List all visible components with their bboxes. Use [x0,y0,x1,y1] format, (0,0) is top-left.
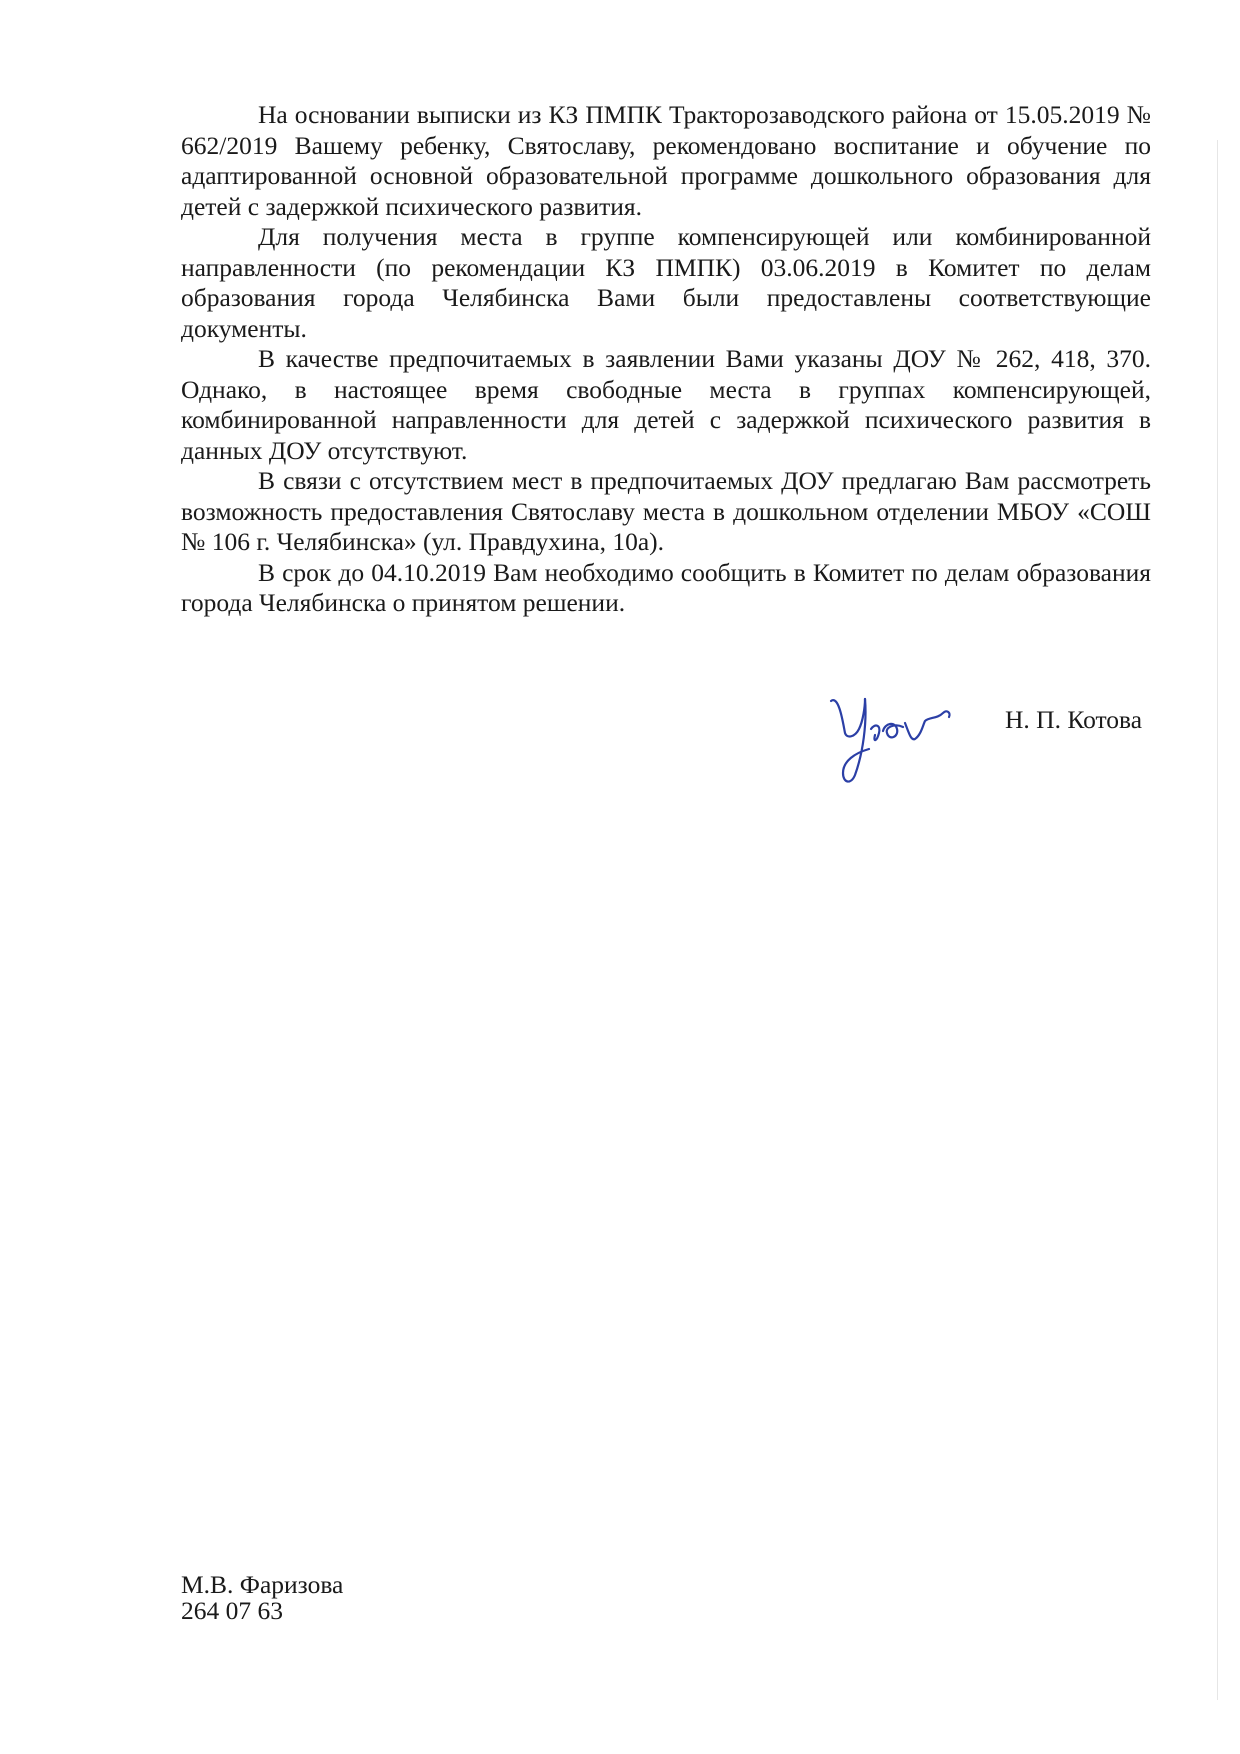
letter-body [181,100,1151,619]
executor-block [181,1572,343,1624]
signer-name: Н. П. Котова [1005,705,1143,734]
handwritten-signature [825,683,965,793]
executor-phone: 264 07 63 [181,1596,283,1625]
paragraph-documents-submitted: Для получения места в группе компенсирующей или комбинированной направленности (по рекомендации КЗ ПМПК) 03.06.2019 в Комитет по делам образования города Челябинска Вами были предоставлены соответствующие документы. [181,222,1151,343]
executor-name: М.В. Фаризова [181,1570,344,1599]
paragraph-deadline: В срок до 04.10.2019 Вам необходимо сообщить в Комитет по делам образования города Челябинска о принятом решении. [181,557,1151,617]
paragraph-pmpk-recommendation: На основании выписки из КЗ ПМПК Тракторозаводского района от 15.05.2019 № 662/2019 Вашему ребенку, Святославу, рекомендовано воспитание и обучение по адаптированной основной образовательной программе дошкольного образования для детей с задержкой психического развития. [181,100,1151,221]
paragraph-alternative-offer: В связи с отсутствием мест в предпочитаемых ДОУ предлагаю Вам рассмотреть возможность предоставления Святославу места в дошкольном отделении МБОУ «СОШ № 106 г. Челябинска» (ул. Правдухина, 10а). [181,466,1151,556]
signature-block [825,683,1155,793]
paragraph-preferred-dou: В качестве предпочитаемых в заявлении Вами указаны ДОУ № 262, 418, 370. Однако, в настоящее время свободные места в группах компенсирующей, комбинированной направленности для детей с задержкой психического развития в данных ДОУ отсутствуют. [181,344,1151,465]
scan-edge-line [1217,140,1218,1700]
